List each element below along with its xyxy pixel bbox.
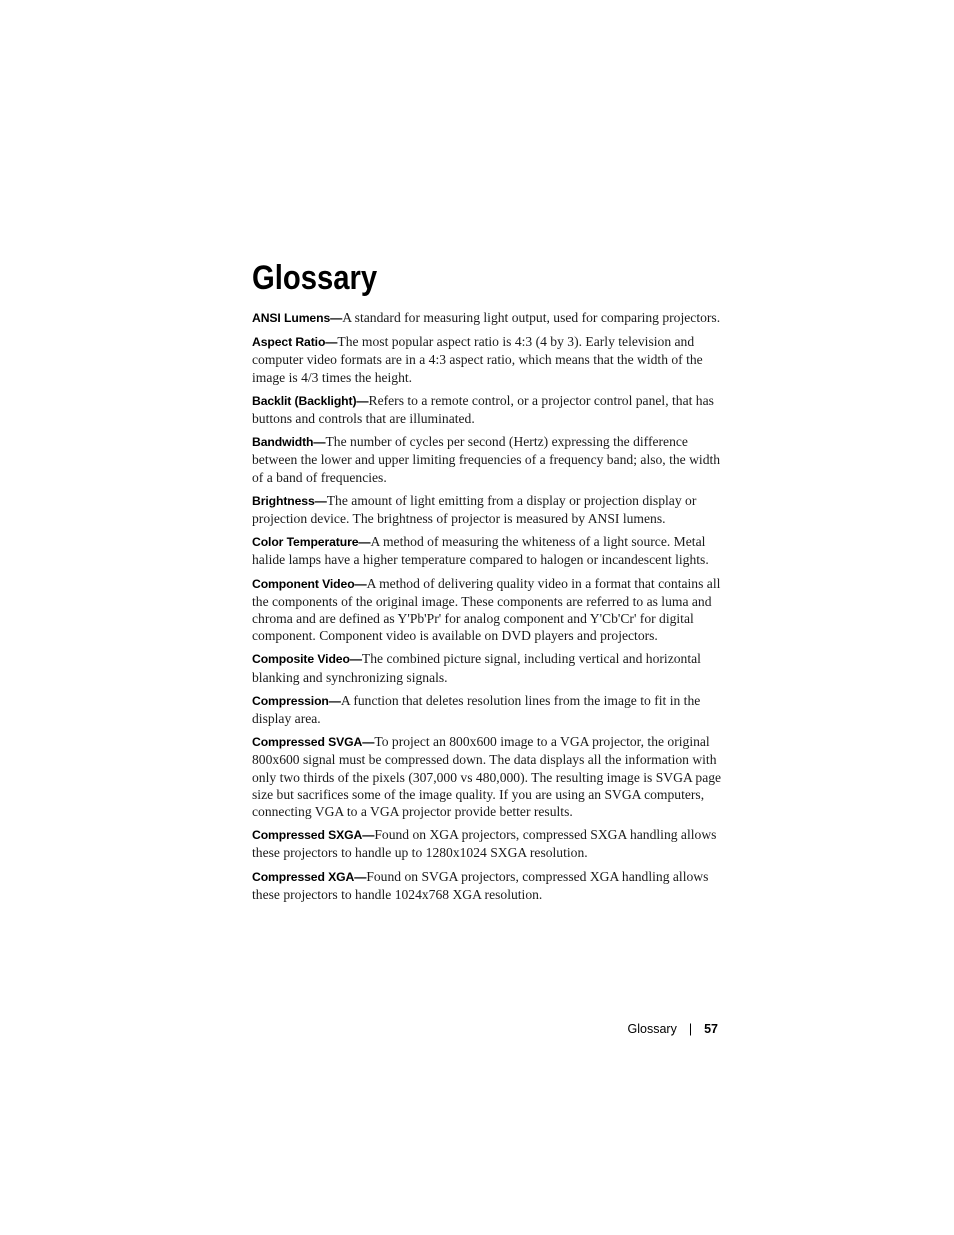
glossary-definition: Refers to a remote control, or a projector control panel, that has buttons and controls that are illuminated.	[252, 392, 714, 427]
page-footer	[628, 1020, 718, 1038]
glossary-entry-ansi-lumens	[252, 309, 730, 327]
glossary-entry-compressed-xga	[252, 868, 730, 903]
glossary-term: ANSI Lumens—	[252, 311, 343, 325]
glossary-term: Brightness—	[252, 493, 327, 508]
glossary-term: Aspect Ratio—	[252, 335, 338, 350]
glossary-term: Color Temperature—	[252, 535, 371, 550]
page-number: 57	[704, 1022, 718, 1036]
glossary-entry-backlit	[252, 392, 730, 427]
glossary-entry-composite-video	[252, 650, 730, 685]
footer-separator: |	[688, 1022, 693, 1036]
glossary-term: Compressed XGA—	[252, 869, 367, 884]
glossary-definition: The amount of light emitting from a display or projection display or projection device. The brightness of projector is measured by ANSI lumens.	[252, 492, 697, 527]
page-title: Glossary	[252, 259, 378, 297]
glossary-entry-compressed-svga	[252, 733, 730, 820]
glossary-entry-bandwidth	[252, 433, 730, 486]
glossary-term: Composite Video—	[252, 652, 362, 667]
glossary-entry-aspect-ratio	[252, 333, 730, 386]
glossary-definition: A function that deletes resolution lines from the image to fit in the display area.	[252, 692, 701, 727]
glossary-term: Backlit (Backlight)—	[252, 393, 369, 408]
glossary-entry-brightness	[252, 492, 730, 527]
glossary-term: Compressed SXGA—	[252, 828, 375, 843]
glossary-definition: A method of measuring the whiteness of a light source. Metal halide lamps have a higher temperature compared to halogen or incandescent lights.	[252, 534, 709, 568]
glossary-definition: A standard for measuring light output, used for comparing projectors.	[342, 310, 721, 325]
glossary-entry-compressed-sxga	[252, 826, 730, 861]
glossary-entry-component-video	[252, 575, 730, 645]
glossary-definition: The combined picture signal, including vertical and horizontal blanking and synchronizing signals.	[252, 651, 701, 685]
glossary-definition: Found on XGA projectors, compressed SXGA handling allows these projectors to handle up to 1280x1024 SXGA resolution.	[252, 827, 717, 861]
glossary-entry-color-temperature	[252, 533, 730, 568]
glossary-term: Compression—	[252, 693, 341, 708]
glossary-term: Component Video—	[252, 576, 367, 591]
glossary-list	[252, 309, 730, 909]
glossary-term: Compressed SVGA—	[252, 735, 375, 750]
glossary-definition: Found on SVGA projectors, compressed XGA handling allows these projectors to handle 1024x768 XGA resolution.	[252, 868, 709, 902]
glossary-definition: A method of delivering quality video in a format that contains all the components of the original image. These components are referred to as luma and chroma and are defined as Y'Pb'Pr' for analog component and Y'Cb'Cr' for digital component. Component video is available on DVD players and projectors.	[252, 575, 721, 644]
glossary-definition: To project an 800x600 image to a VGA projector, the original 800x600 signal must be compressed down. The data displays all the information with only two thirds of the pixels (307,000 vs 480,000). The resulting image is SVGA page size but sacrifices some of the image quality. If you are using an SVGA computers, connecting VGA to a VGA projector provide better results.	[252, 734, 722, 820]
footer-section-title: Glossary	[627, 1022, 677, 1036]
glossary-entry-compression	[252, 692, 730, 727]
glossary-definition: The number of cycles per second (Hertz) expressing the difference between the lower and upper limiting frequencies of a frequency band; also, the width of a band of frequencies.	[252, 434, 721, 485]
glossary-definition: The most popular aspect ratio is 4:3 (4 by 3). Early television and computer video formats are in a 4:3 aspect ratio, which means that the width of the image is 4/3 times the height.	[252, 334, 703, 385]
glossary-term: Bandwidth—	[252, 435, 326, 450]
